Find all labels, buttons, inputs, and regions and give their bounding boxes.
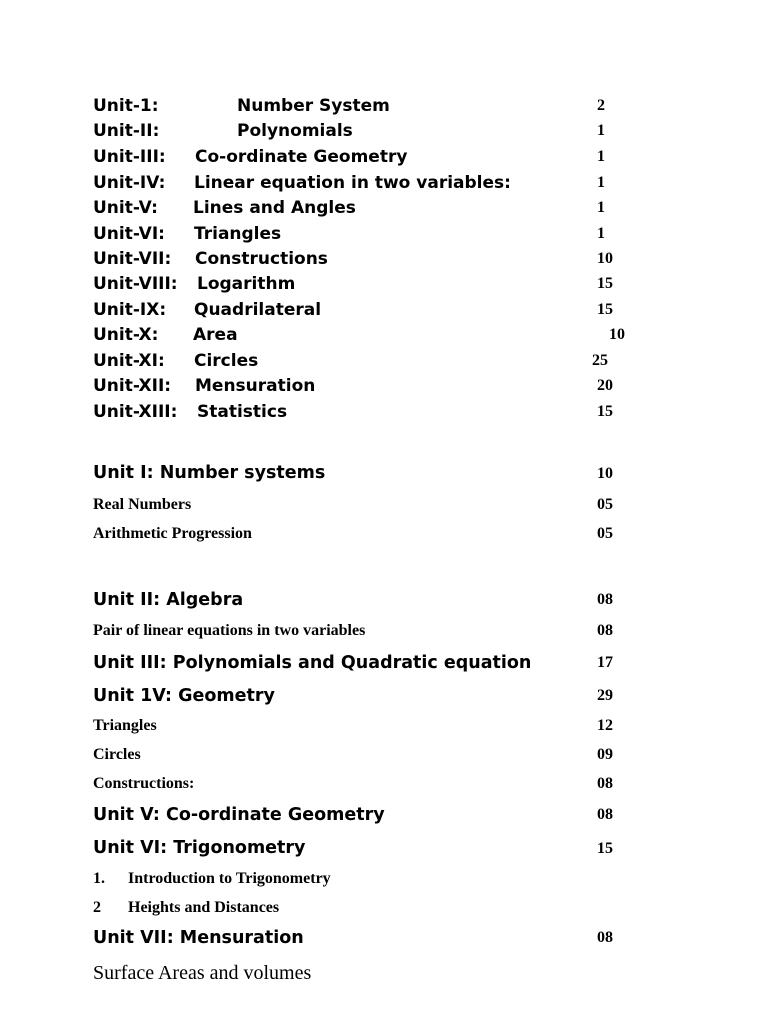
summary-topic: Quadrilateral [194,300,322,320]
summary-unit: Unit-VII: [93,249,172,269]
summary-topic: Mensuration [195,376,316,396]
subtopic: Arithmetic Progression [93,525,252,542]
summary-marks: 15 [597,403,613,420]
summary-topic: Constructions [195,249,328,269]
subtopic: Introduction to Trigonometry [128,870,331,887]
summary-marks: 15 [597,275,613,292]
subtopic-marks: 08 [597,775,613,792]
summary-marks: 10 [609,326,625,343]
summary-unit: Unit-II: [93,121,160,141]
summary-topic: Circles [194,351,259,371]
subtopic-marks: 05 [597,496,613,513]
summary-marks: 20 [597,377,613,394]
list-number: 1. [93,870,105,887]
subtopic: Heights and Distances [128,899,280,916]
summary-unit: Unit-XII: [93,376,172,396]
summary-topic: Area [193,325,238,345]
section-marks: 08 [597,591,613,608]
summary-unit: Unit-IX: [93,300,167,320]
summary-unit: Unit-V: [93,198,158,218]
subtopic: Surface Areas and volumes [93,962,312,984]
summary-marks: 2 [597,97,605,114]
summary-unit: Unit-1: [93,96,159,116]
summary-marks: 1 [597,225,605,242]
summary-topic: Polynomials [237,121,353,141]
summary-marks: 15 [597,301,613,318]
summary-unit: Unit-XIII: [93,402,178,422]
subtopic-marks: 05 [597,525,613,542]
section-heading: Unit 1V: Geometry [93,686,275,706]
section-marks: 29 [597,687,613,704]
subtopic: Pair of linear equations in two variables [93,622,366,639]
section-heading: Unit III: Polynomials and Quadratic equation [93,653,532,673]
summary-topic: Co-ordinate Geometry [195,147,408,167]
subtopic: Triangles [93,717,157,734]
summary-unit: Unit-III: [93,147,166,167]
subtopic: Circles [93,746,141,763]
subtopic: Constructions: [93,775,195,792]
summary-unit: Unit-VI: [93,224,165,244]
section-heading: Unit II: Algebra [93,590,244,610]
summary-marks: 1 [597,174,605,191]
section-marks: 08 [597,806,613,823]
summary-marks: 10 [597,250,613,267]
section-heading: Unit VII: Mensuration [93,928,304,948]
summary-topic: Statistics [197,402,288,422]
summary-topic: Number System [237,96,390,116]
summary-marks: 1 [597,148,605,165]
summary-topic: Triangles [194,224,282,244]
summary-topic: Logarithm [197,274,296,294]
section-heading: Unit VI: Trigonometry [93,838,306,858]
summary-unit: Unit-X: [93,325,159,345]
summary-marks: 25 [592,352,608,369]
subtopic-marks: 09 [597,746,613,763]
summary-marks: 1 [597,122,605,139]
section-marks: 08 [597,929,613,946]
section-heading: Unit V: Co-ordinate Geometry [93,805,385,825]
summary-topic: Lines and Angles [193,198,356,218]
summary-unit: Unit-IV: [93,173,166,193]
section-marks: 10 [597,465,613,482]
summary-topic: Linear equation in two variables: [194,173,511,193]
section-marks: 17 [597,654,613,671]
subtopic: Real Numbers [93,496,192,513]
section-marks: 15 [597,840,613,857]
section-heading: Unit I: Number systems [93,463,326,483]
summary-unit: Unit-XI: [93,351,165,371]
subtopic-marks: 12 [597,717,613,734]
summary-unit: Unit-VIII: [93,274,178,294]
summary-marks: 1 [597,199,605,216]
subtopic-marks: 08 [597,622,613,639]
list-number: 2 [93,899,101,916]
